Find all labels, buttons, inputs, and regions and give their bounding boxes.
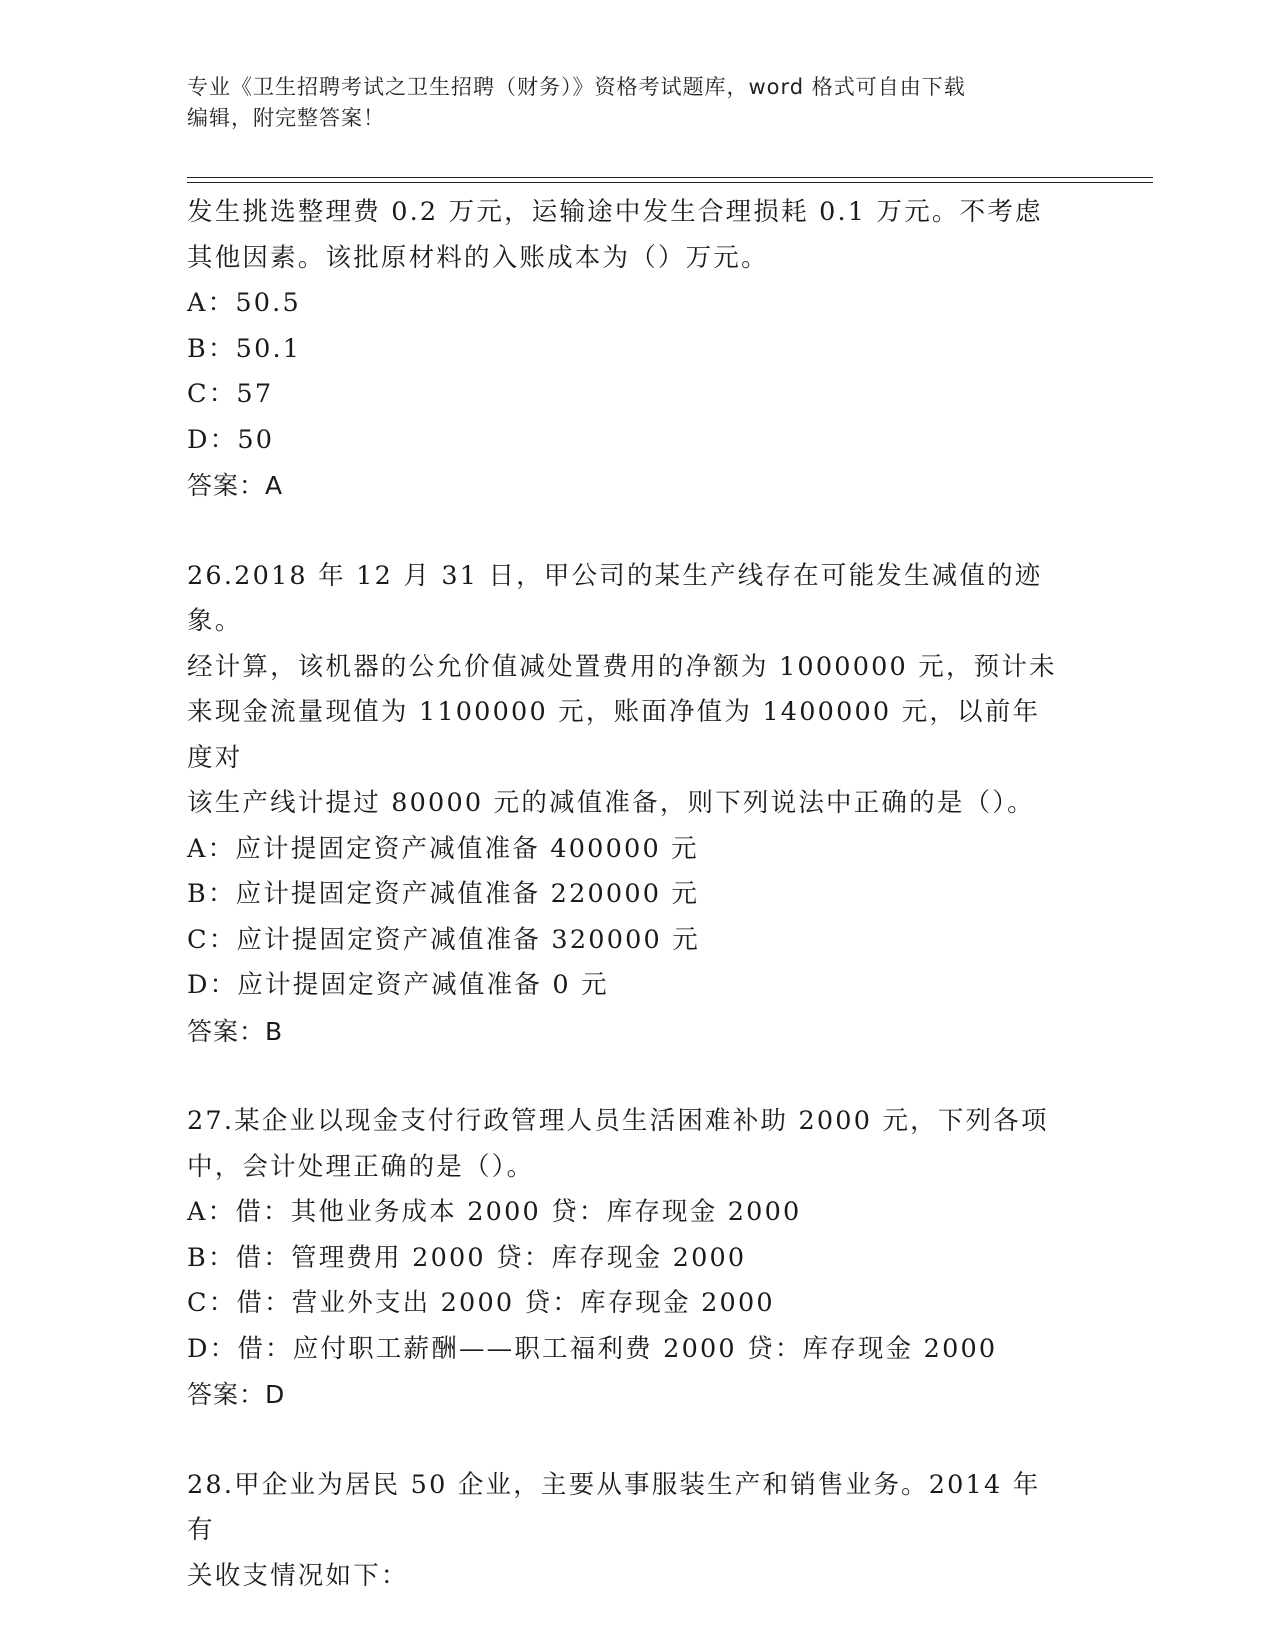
option-c: C：借：营业外支出 2000 贷：库存现金 2000 — [187, 1288, 775, 1318]
question-text-line: 关收支情况如下： — [187, 1560, 409, 1591]
document-header — [187, 72, 1067, 134]
question-text-line: 中，会计处理正确的是（）。 — [187, 1151, 535, 1182]
document-body — [187, 190, 1067, 1599]
question-26 — [187, 554, 1067, 1055]
option-a: A：50.5 — [187, 288, 301, 318]
question-text-line: 来现金流量现值为 1100000 元，账面净值为 1400000 元，以前年度对 — [187, 697, 1041, 773]
option-d: D：借：应付职工薪酬——职工福利费 2000 贷：库存现金 2000 — [187, 1333, 998, 1364]
question-27 — [187, 1099, 1067, 1418]
question-text-line: 其他因素。该批原材料的入账成本为（）万元。 — [187, 242, 769, 273]
header-line-1: 专业《卫生招聘考试之卫生招聘（财务）》资格考试题库，word 格式可自由下载 — [187, 75, 966, 99]
option-a: A：应计提固定资产减值准备 400000 元 — [187, 833, 699, 864]
option-d: D：应计提固定资产减值准备 0 元 — [187, 970, 609, 1000]
question-text-line: 经计算，该机器的公允价值减处置费用的净额为 1000000 元，预计未 — [187, 651, 1057, 682]
question-text-line: 26.2018 年 12 月 31 日，甲公司的某生产线存在可能发生减值的迹象。 — [187, 560, 1043, 636]
option-b: B：借：管理费用 2000 贷：库存现金 2000 — [187, 1242, 747, 1273]
option-b: B：50.1 — [187, 333, 302, 364]
header-line-2: 编辑，附完整答案！ — [187, 106, 385, 130]
question-25 — [187, 190, 1067, 509]
answer-label: 答案：A — [187, 471, 284, 500]
header-divider-bottom — [187, 182, 1153, 183]
option-b: B：应计提固定资产减值准备 220000 元 — [187, 879, 700, 909]
option-a: A：借：其他业务成本 2000 贷：库存现金 2000 — [187, 1197, 802, 1227]
answer-label: 答案：D — [187, 1380, 286, 1409]
question-text-line: 27.某企业以现金支付行政管理人员生活困难补助 2000 元，下列各项 — [187, 1106, 1049, 1136]
question-text-line: 28.甲企业为居民 50 企业，主要从事服装生产和销售业务。2014 年有 — [187, 1469, 1041, 1545]
option-d: D：50 — [187, 424, 275, 455]
option-c: C：应计提固定资产减值准备 320000 元 — [187, 924, 700, 955]
header-divider-top — [187, 177, 1153, 178]
question-text-line: 该生产线计提过 80000 元的减值准备，则下列说法中正确的是（）。 — [187, 788, 1035, 818]
question-text-line: 发生挑选整理费 0.2 万元，运输途中发生合理损耗 0.1 万元。不考虑 — [187, 197, 1043, 227]
answer-label: 答案：B — [187, 1016, 284, 1046]
question-28 — [187, 1463, 1067, 1600]
option-c: C：57 — [187, 379, 274, 409]
